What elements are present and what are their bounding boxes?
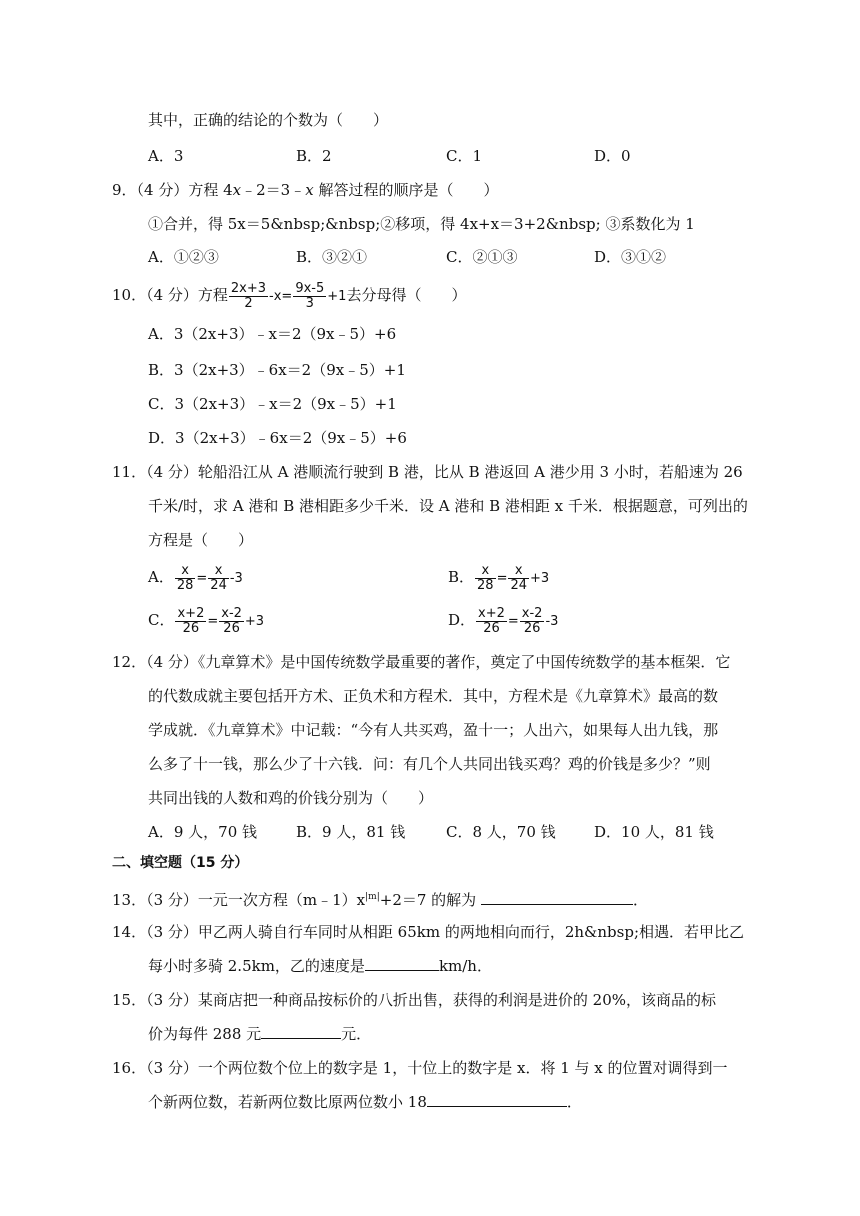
q11-option-d: D． $\frac{x+2}{26}$ = $\frac{x-2}{26}$ -3 [448,605,559,636]
q12-option-d: D．10 人，81 钱 [594,823,714,841]
q12-option-b: B．9 人，81 钱 [296,823,406,841]
q11-line-3: 方程是（ ） [148,531,254,549]
q13-answer-blank[interactable] [481,890,633,905]
q10-option-c: C．3（2x+3）﹣x＝2（9x﹣5）+1 [148,395,397,413]
q12-line-5: 共同出钱的人数和鸡的价钱分别为（ ） [148,789,434,807]
q11-option-b: B． $\frac{x}{28}$ = $\frac{x}{24}$ +3 [448,562,550,593]
q8-option-b: B．2 [296,147,332,165]
q9-option-c: C．②①③ [446,248,518,266]
q10-fraction-1: $\frac{2x+3}{2}$ [230,280,267,311]
q10-option-d: D．3（2x+3）﹣6x＝2（9x﹣5）+6 [148,429,407,447]
q11-line-2: 千米/时，求 A 港和 B 港相距多少千米．设 A 港和 B 港相距 x 千米．根据题意，可列出的 [148,497,748,515]
q8-option-d: D．0 [594,147,631,165]
q12-option-a: A．9 人，70 钱 [148,823,257,841]
q9-stem: 9．（4 分）方程 4x﹣2＝3﹣x 解答过程的顺序是（ ） [112,181,499,199]
q11-option-c: C． $\frac{x+2}{26}$ = $\frac{x-2}{26}$ +3 [148,605,265,636]
section-heading-fill-in: 二、填空题（15 分） [112,855,249,871]
q10-stem: 10．（4 分）方程 $\frac{2x+3}{2}$ -x= $\frac{9x-5}{3}$ +1去分母得（ ） [112,280,467,311]
q16-answer-blank[interactable] [427,1092,567,1107]
q10-fraction-2: $\frac{9x-5}{3}$ [295,280,325,311]
q16-line-1: 16．（3 分）一个两位数个位上的数字是 1，十位上的数字是 x．将 1 与 x 的位置对调得到一 [112,1059,728,1077]
q14-line-1: 14．（3 分）甲乙两人骑自行车同时从相距 65km 的两地相向而行，2h&nbsp;相遇．若甲比乙 [112,923,745,941]
q9-option-a: A．①②③ [148,248,219,266]
q15-line-2: 价为每件 288 元 元． [148,1025,372,1043]
q8-stem: 其中，正确的结论的个数为（ ） [148,111,389,129]
q8-option-a: A．3 [148,147,184,165]
q12-option-c: C．8 人，70 钱 [446,823,556,841]
q12-line-3: 学成就．《九章算术》中记载：“今有人共买鸡，盈十一；人出六，如果每人出九钱，那 [148,721,719,739]
q16-line-2: 个新两位数，若新两位数比原两位数小 18 ． [148,1093,582,1111]
q13-line: 13．（3 分）一元一次方程$(m﹣1)x^{|m|}+2=7$ 的解为 ． [112,891,648,909]
q12-line-4: 么多了十一钱，那么少了十六钱．问：有几个人共同出钱买鸡？鸡的价钱是多少？”则 [148,755,711,773]
q10-option-b: B．3（2x+3）﹣6x＝2（9x﹣5）+1 [148,361,406,379]
q14-line-2: 每小时多骑 2.5km，乙的速度是 km/h． [148,957,492,975]
q10-option-a: A．3（2x+3）﹣x＝2（9x﹣5）+6 [148,325,397,343]
q11-line-1: 11．（4 分）轮船沿江从 A 港顺流行驶到 B 港，比从 B 港返回 A 港少用 3 小时，若船速为 26 [112,463,743,481]
q12-line-2: 的代数成就主要包括开方术、正负术和方程术．其中，方程术是《九章算术》最高的数 [148,687,719,705]
q15-line-1: 15．（3 分）某商店把一种商品按标价的八折出售，获得的利润是进价的 20%，该商品的标 [112,991,717,1009]
q9-option-d: D．③①② [594,248,667,266]
q15-answer-blank[interactable] [261,1024,341,1039]
q9-option-b: B．③②① [296,248,368,266]
q8-option-c: C．1 [446,147,483,165]
q14-answer-blank[interactable] [365,956,439,971]
q12-line-1: 12．（4 分）《九章算术》是中国传统数学最重要的著作，奠定了中国传统数学的基本框架．它 [112,653,731,671]
q11-option-a: A． $\frac{x}{28}$ = $\frac{x}{24}$ -3 [148,562,243,593]
q9-steps: ①合并，得 5x＝5&nbsp;&nbsp;②移项，得 4x+x＝3+2&nbsp; ③系数化为 1 [148,215,695,233]
